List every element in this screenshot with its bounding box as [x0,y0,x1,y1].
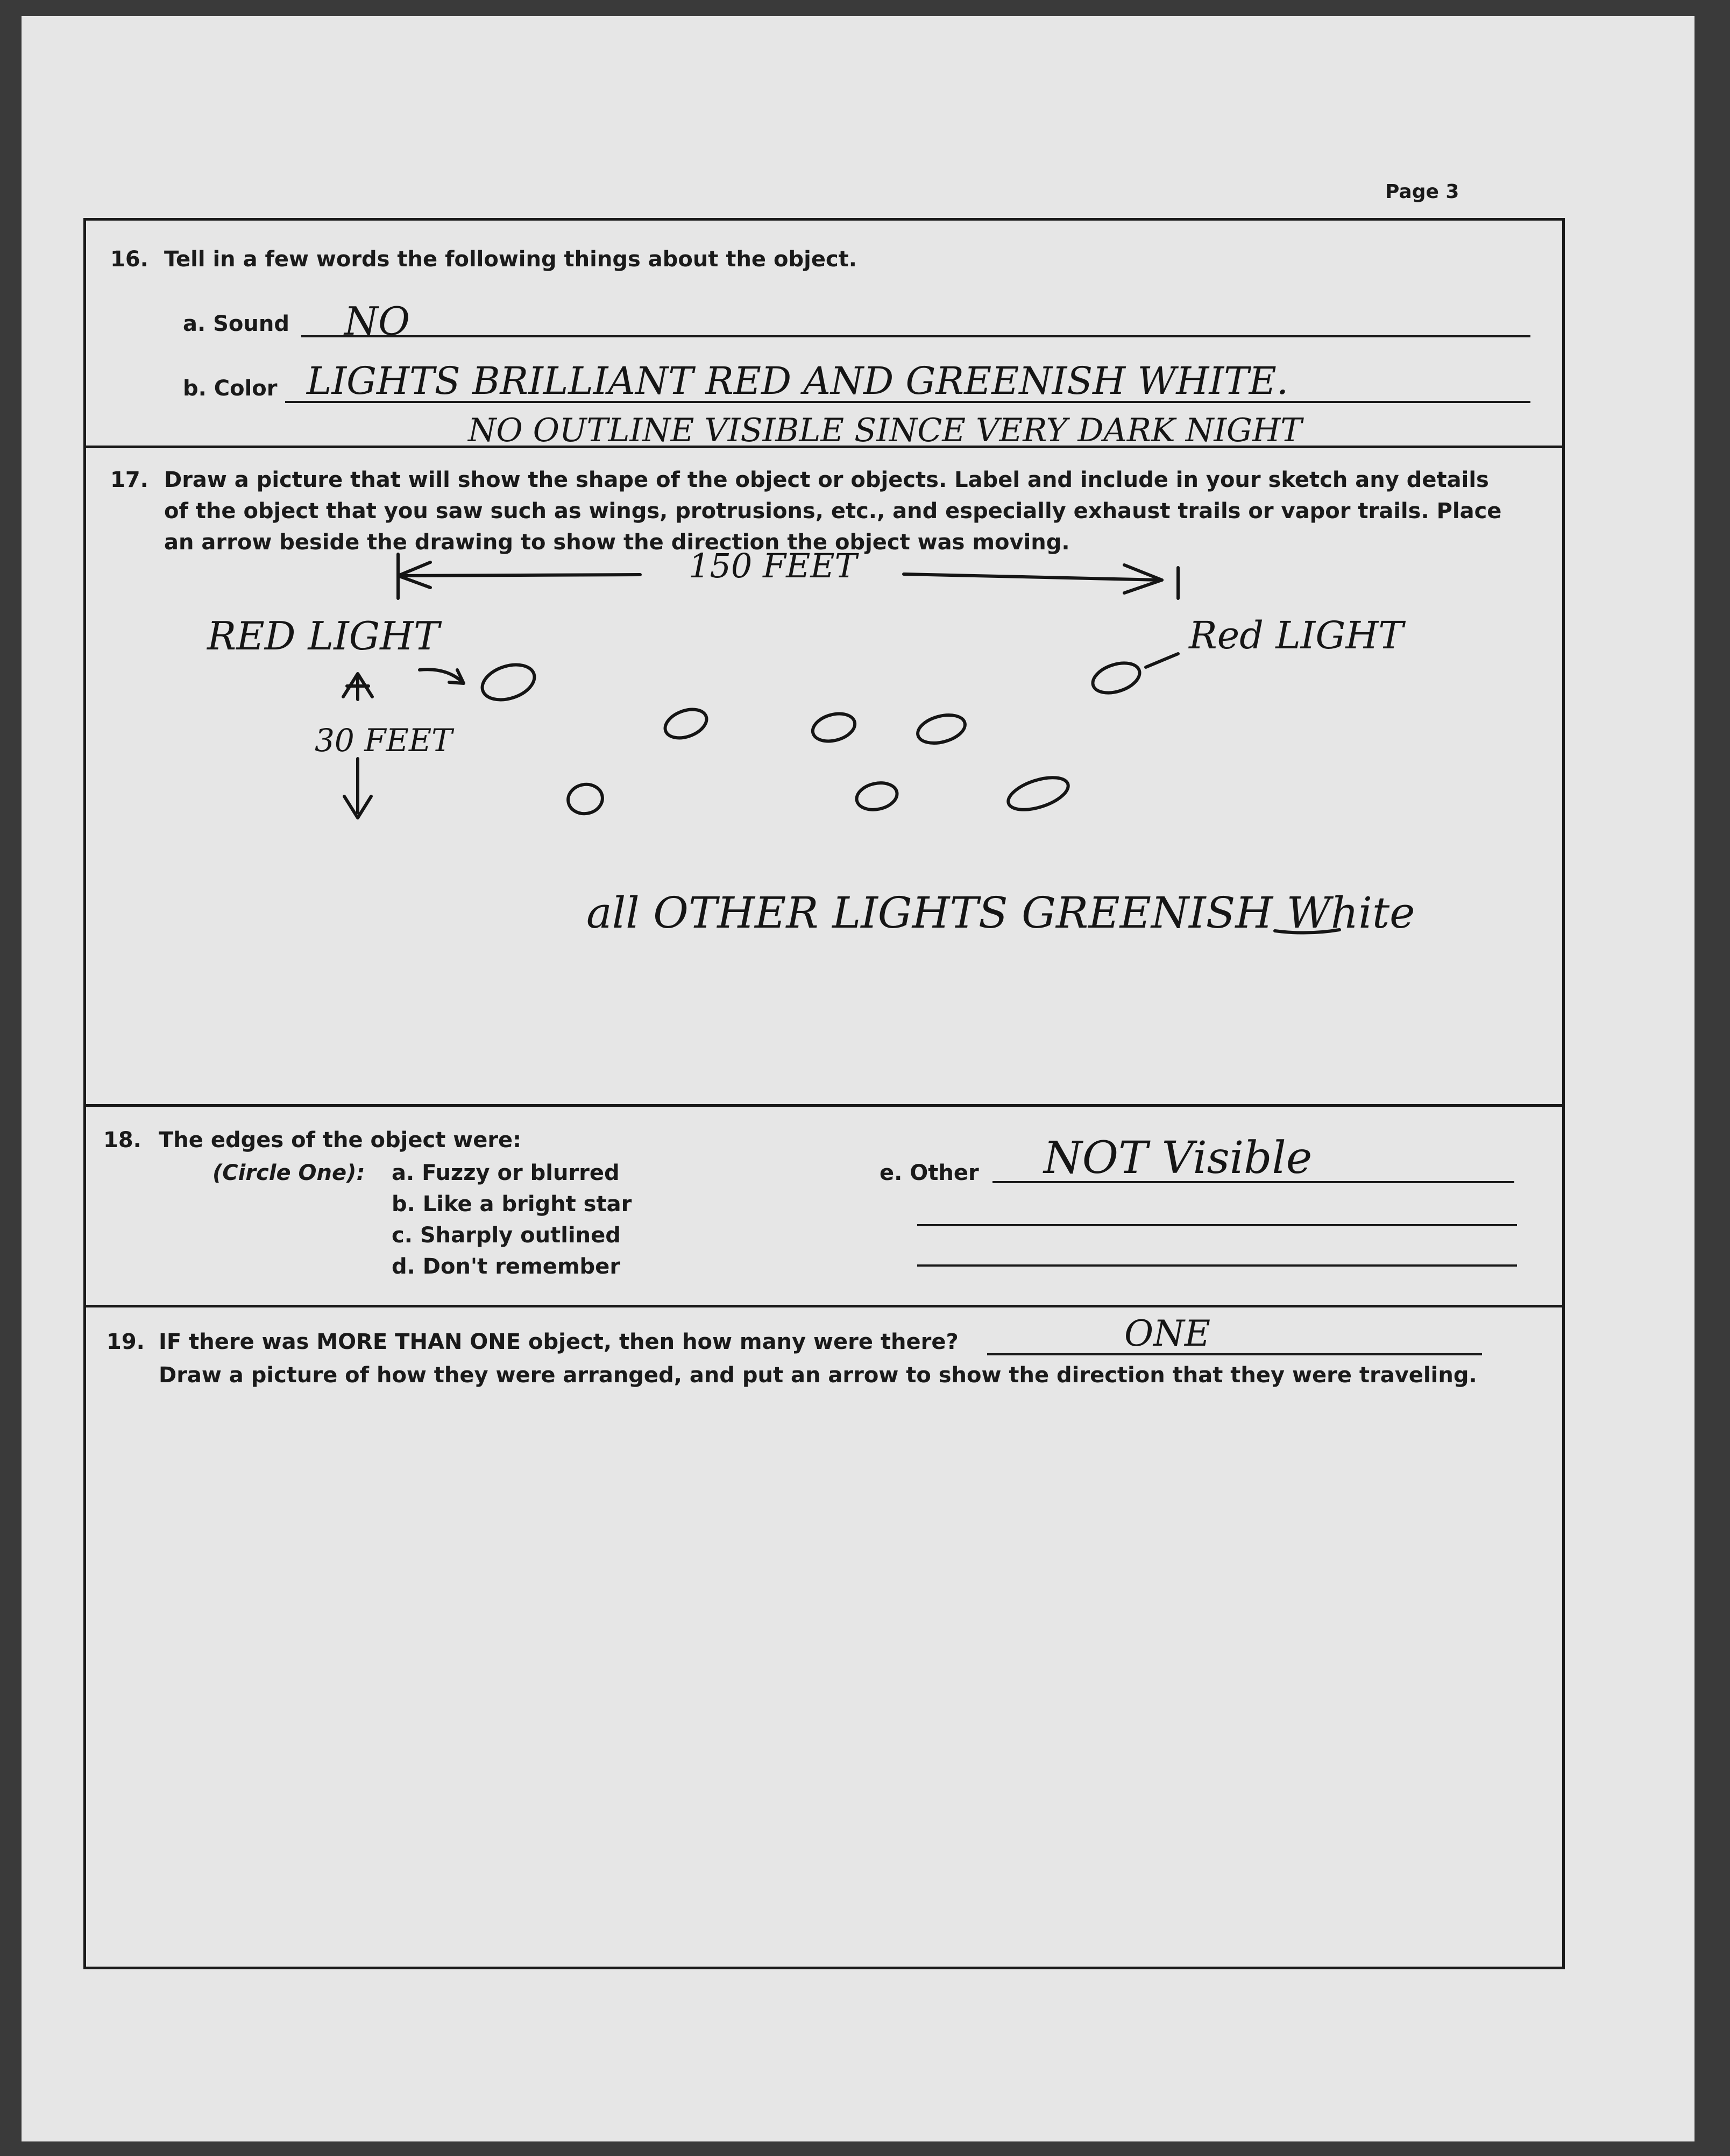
page-number: Page 3 [1385,181,1459,203]
q19-answer-line [987,1353,1482,1355]
object-sketch [22,16,1694,2141]
right-red-light-icon [1089,658,1143,698]
q18e-answer: NOT Visible [1044,1133,1313,1184]
q18-prompt: The edges of the object were: [159,1128,522,1153]
q16b-answer-line1: LIGHTS BRILLIANT RED AND GREENISH WHITE. [307,359,1289,403]
height-arrow [343,674,372,818]
q18e-answer-line-2 [917,1224,1517,1226]
q18-number: 18. [103,1128,141,1153]
sketch-height-label: 30 FEET [315,722,452,759]
q18-option-a[interactable]: a. Fuzzy or blurred [392,1161,620,1185]
q19-prompt-line2: Draw a picture of how they were arranged, and put an arrow to show the direction that they were traveling. [159,1363,1477,1388]
light-icon [854,780,899,814]
q16b-answer-line2: NO OUTLINE VISIBLE SINCE VERY DARK NIGHT [468,412,1302,449]
light-icon [914,710,968,748]
q16-prompt: Tell in a few words the following things about the object. [164,247,857,272]
q18-instruction: (Circle One): [212,1161,365,1185]
q16a-answer: NO [344,299,410,344]
sketch-width-label: 150 FEET [689,546,857,585]
sketch-right-red-light-label: Red LIGHT [1189,613,1403,658]
width-arrow [398,554,1178,598]
light-icon [661,704,711,743]
document-page [22,16,1694,2141]
q18e-answer-line-3 [917,1264,1517,1267]
sketch-left-red-light-label: RED LIGHT [207,613,439,659]
q17-prompt-line1: Draw a picture that will show the shape of the object or objects. Label and include in your sketch any details [164,468,1489,492]
q17-prompt-line2: of the object that you saw such as wings, protrusions, etc., and especially exhaust trails or vapor trails. Place [164,499,1502,524]
q19-prompt-line1: IF there was MORE THAN ONE object, then how many were there? [159,1330,959,1354]
light-icon [566,782,605,816]
light-icon [810,709,858,745]
q19-number: 19. [107,1330,145,1354]
left-red-light-icon [478,659,539,706]
q16a-label: a. Sound [183,312,289,336]
q17-number: 17. [110,468,148,492]
q18-option-c[interactable]: c. Sharply outlined [392,1223,621,1248]
sketch-bottom-note: all OTHER LIGHTS GREENISH White [586,888,1415,938]
pointer-to-left-red-light [420,669,464,683]
q16-number: 16. [110,247,148,272]
pointer-to-right-red-light [1146,654,1178,667]
q19-answer: ONE [1124,1313,1211,1354]
q17-prompt-line3: an arrow beside the drawing to show the direction the object was moving. [164,530,1070,555]
q18-option-b[interactable]: b. Like a bright star [392,1192,632,1217]
q18e-label: e. Other [880,1161,979,1185]
light-icon [1004,771,1072,816]
q16b-label: b. Color [183,376,278,401]
q18-option-d[interactable]: d. Don't remember [392,1254,621,1279]
note-underline [1275,930,1339,933]
